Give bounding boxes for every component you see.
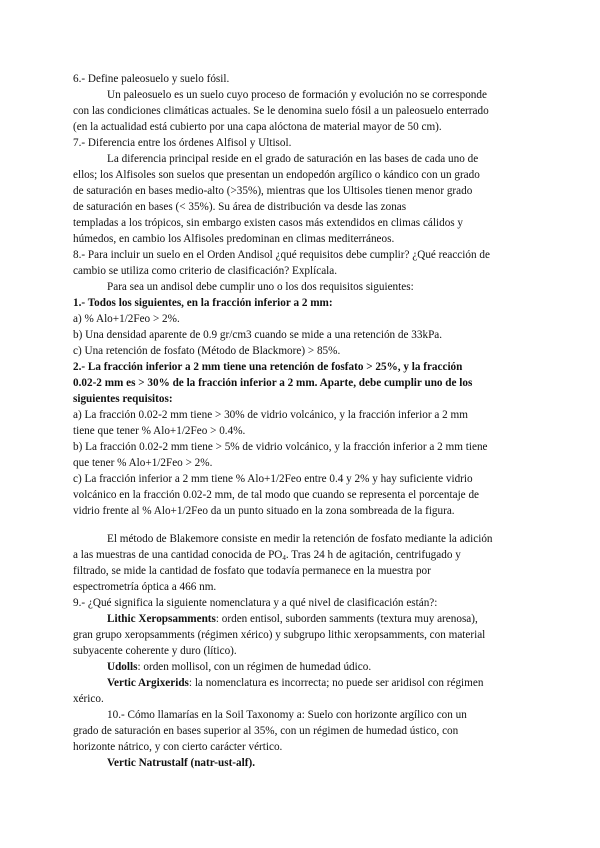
text-line: con las condiciones climáticas actuales. Se le denomina suelo fósil a un paleosuelo enterrado xyxy=(73,105,489,117)
answer-term: Vertic Natrustalf (natr-ust-alf). xyxy=(107,757,255,769)
text-line: templadas a los trópicos, sin embargo existen casos más extendidos en climas cálidos y xyxy=(73,217,464,229)
text-line: a) % Alo+1/2Feo > 2%. xyxy=(73,313,180,325)
text-line: volcánico en la fracción 0.02-2 mm, de tal modo que cuando se representa el porcentaje de xyxy=(73,489,480,501)
text-line: ellos; los Alfisoles son suelos que presentan un endopedón argílico o kándico con un grado xyxy=(73,169,480,181)
text-line: vidrio frente al % Alo+1/2Feo da un punto situado en la zona sombreada de la figura. xyxy=(73,505,455,517)
question-8-heading: 8.- Para incluir un suelo en el Orden Andisol ¿qué requisitos debe cumplir? ¿Qué reacción de xyxy=(73,249,490,261)
text-line: cambio se utiliza como criterio de clasificación? Explícala. xyxy=(73,265,338,277)
text-line: húmedos, en cambio los Alfisoles predominan en climas mediterráneos. xyxy=(73,233,395,245)
requirement-2-heading: 0.02-2 mm es > 30% de la fracción inferior a 2 mm. Aparte, debe cumplir uno de los xyxy=(73,377,473,389)
text-line: Para sea un andisol debe cumplir uno o los dos requisitos siguientes: xyxy=(107,281,414,293)
question-9-heading: 9.- ¿Qué significa la siguiente nomenclatura y a qué nivel de clasificación están?: xyxy=(73,597,438,609)
text-line: Un paleosuelo es un suelo cuyo proceso de formación y evolución no se corresponde xyxy=(107,89,487,101)
requirement-2-heading: siguientes requisitos: xyxy=(73,393,173,405)
text-span: : la nomenclatura es incorrecta; no puede ser aridisol con régimen xyxy=(188,677,484,689)
text-line: horizonte nátrico, y con cierto carácter vértico. xyxy=(73,741,283,753)
question-7-heading: 7.- Diferencia entre los órdenes Alfisol y Ultisol. xyxy=(73,137,292,149)
text-line: b) Una densidad aparente de 0.9 gr/cm3 cuando se mide a una retención de 33kPa. xyxy=(73,329,443,341)
text-span: . Tras 24 h de agitación, centrifugado y xyxy=(285,549,461,561)
text-line xyxy=(107,676,483,692)
text-line: grado de saturación en bases superior al 35%, con un régimen de humedad ústico, con xyxy=(73,725,459,737)
text-line: b) La fracción 0.02-2 mm tiene > 5% de vidrio volcánico, y la fracción inferior a 2 mm tiene xyxy=(73,441,488,453)
text-line: La diferencia principal reside en el grado de saturación en las bases de cada uno de xyxy=(107,153,479,165)
text-line: c) La fracción inferior a 2 mm tiene % Alo+1/2Feo entre 0.4 y 2% y hay suficiente vidrio xyxy=(73,473,473,485)
text-span: : orden mollisol, con un régimen de humedad údico. xyxy=(137,661,372,673)
question-6-heading: 6.- Define paleosuelo y suelo fósil. xyxy=(73,73,230,85)
text-line: c) Una retención de fosfato (Método de Blackmore) > 85%. xyxy=(73,345,341,357)
text-line: El método de Blakemore consiste en medir la retención de fosfato mediante la adición xyxy=(107,533,493,545)
term-name: Udolls xyxy=(107,661,138,673)
text-line: a) La fracción 0.02-2 mm tiene > 30% de vidrio volcánico, y la fracción inferior a 2 mm xyxy=(73,409,468,421)
text-line: subyacente coherente y duro (lítico). xyxy=(73,645,237,657)
text-line: xérico. xyxy=(73,693,104,705)
text-line: tiene que tener % Alo+1/2Feo > 0.4%. xyxy=(73,425,246,437)
text-line xyxy=(107,660,371,676)
text-line: (en la actualidad está cubierto por una capa alóctona de material mayor de 50 cm). xyxy=(73,121,442,133)
text-line: filtrado, se mide la cantidad de fosfato que todavía permanece en la muestra por xyxy=(73,565,431,577)
question-10-heading: 10.- Cómo llamarías en la Soil Taxonomy a: Suelo con horizonte argílico con un xyxy=(107,709,467,721)
subscript: 4 xyxy=(282,554,286,562)
text-line xyxy=(107,612,478,628)
text-line: de saturación en bases (< 35%). Su área de distribución va desde las zonas xyxy=(73,201,407,213)
text-span: a las muestras de una cantidad conocida de PO xyxy=(73,549,283,561)
text-line: gran grupo xeropsamments (régimen xérico) y subgrupo lithic xeropsamments, con material xyxy=(73,629,486,641)
term-name: Vertic Argixerids xyxy=(107,677,189,689)
term-name: Lithic Xeropsamments xyxy=(107,613,216,625)
requirement-2-heading: 2.- La fracción inferior a 2 mm tiene una retención de fosfato > 25%, y la fracción xyxy=(73,361,463,373)
requirement-1-heading: 1.- Todos los siguientes, en la fracción inferior a 2 mm: xyxy=(73,297,333,309)
text-line: de saturación en bases medio-alto (>35%), mientras que los Ultisoles tienen menor grado xyxy=(73,185,473,197)
text-line: espectrometría óptica a 466 nm. xyxy=(73,581,217,593)
text-span: : orden entisol, suborden samments (textura muy arenosa), xyxy=(215,613,478,625)
text-line: que tener % Alo+1/2Feo > 2%. xyxy=(73,457,213,469)
